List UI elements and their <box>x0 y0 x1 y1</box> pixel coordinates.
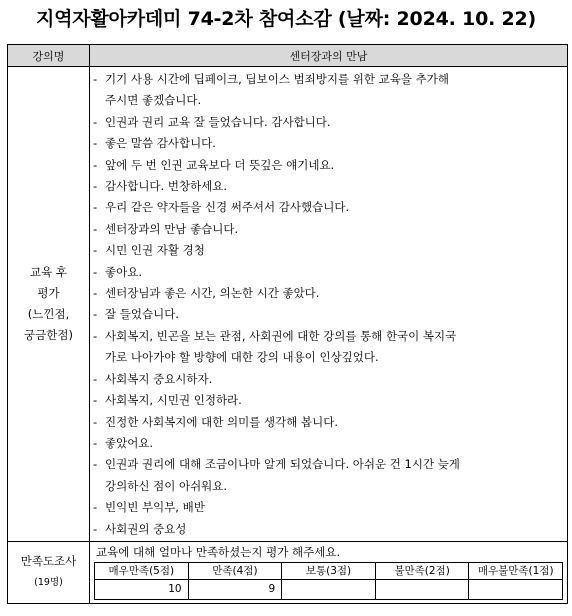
feedback-text: 기기 사용 시간에 딥페이크, 딥보이스 범죄방지를 위한 교육을 추가해 <box>105 72 449 86</box>
feedback-text: 시민 인권 자활 경청 <box>105 243 205 258</box>
feedback-text: 진정한 사회복지에 대한 의미를 생각해 봅니다. <box>105 414 339 429</box>
rating-column-header: 만족(4점) <box>188 562 282 579</box>
feedback-table <box>7 44 568 604</box>
feedback-item <box>93 304 561 325</box>
feedback-item <box>93 454 561 497</box>
evaluation-label-line: 교육 후 <box>30 264 67 279</box>
feedback-item <box>93 497 561 518</box>
rating-count: 10 <box>95 579 189 599</box>
feedback-text: 사회복지, 빈곤을 보는 관점, 사회권에 대한 강의를 통해 한국이 복지국 <box>105 328 457 343</box>
rating-count <box>282 579 376 599</box>
rating-column-header: 보통(3점) <box>282 562 376 579</box>
rating-count <box>469 579 563 599</box>
feedback-line <box>93 133 561 154</box>
feedback-line <box>93 90 561 111</box>
bullet-dash: - <box>93 393 98 408</box>
bullet-dash: - <box>93 521 98 536</box>
bullet-dash: - <box>93 72 98 86</box>
bullet-dash: - <box>93 371 98 386</box>
feedback-text: 강의하신 점이 아쉬워요. <box>105 478 228 493</box>
feedback-line <box>93 69 561 90</box>
feedback-list <box>93 69 561 540</box>
bullet-dash: - <box>93 221 98 236</box>
rating-column-header: 매우불만족(1점) <box>469 562 563 579</box>
bullet-dash: - <box>93 179 98 194</box>
satisfaction-value-row <box>95 579 563 599</box>
evaluation-label-lines <box>8 262 89 346</box>
evaluation-body <box>90 67 568 542</box>
feedback-text: 사회복지 중요시하자. <box>105 371 213 386</box>
feedback-line <box>93 304 561 325</box>
bullet-dash: - <box>93 243 98 258</box>
satisfaction-header-row <box>95 562 563 579</box>
feedback-item <box>93 240 561 261</box>
bullet-dash: - <box>93 286 98 301</box>
feedback-line <box>93 433 561 454</box>
evaluation-label <box>8 67 90 542</box>
feedback-item <box>93 197 561 218</box>
bullet-dash: - <box>93 157 98 172</box>
feedback-text: 좋은 말씀 감사합니다. <box>105 136 216 151</box>
feedback-line <box>93 476 561 497</box>
rating-count: 9 <box>188 579 282 599</box>
feedback-text: 좋았어요. <box>105 435 154 450</box>
feedback-text: 인권과 권리에 대해 조금이나마 알게 되었습니다. 아쉬운 건 1시간 늦게 <box>105 457 460 472</box>
feedback-text: 센터장님과 좋은 시간, 의논한 시간 좋았다. <box>105 286 320 301</box>
feedback-item <box>93 412 561 433</box>
rating-column-header: 매우만족(5점) <box>95 562 189 579</box>
satisfaction-row <box>8 541 568 603</box>
satisfaction-label: 만족도조사 <box>20 554 77 569</box>
feedback-item <box>93 69 561 112</box>
feedback-line <box>93 112 561 133</box>
bullet-dash: - <box>93 114 98 129</box>
feedback-line <box>93 240 561 261</box>
feedback-item <box>93 262 561 283</box>
evaluation-label-line: 평가 <box>37 285 60 300</box>
feedback-item <box>93 283 561 304</box>
evaluation-label-line: (느낀점, <box>27 306 70 321</box>
feedback-item <box>93 433 561 454</box>
bullet-dash: - <box>93 435 98 450</box>
feedback-text: 가로 나아가야 할 방향에 대한 강의 내용이 인상깊었다. <box>105 350 379 365</box>
feedback-text: 사회복지, 시민권 인정하라. <box>105 393 242 408</box>
feedback-line <box>93 326 561 347</box>
feedback-line <box>93 155 561 176</box>
evaluation-label-line: 궁금한점) <box>24 327 73 342</box>
feedback-line <box>93 197 561 218</box>
feedback-line <box>93 369 561 390</box>
feedback-line <box>93 347 561 368</box>
bullet-dash: - <box>93 136 98 151</box>
feedback-line <box>93 519 561 540</box>
satisfaction-label-cell <box>8 541 90 603</box>
feedback-item <box>93 390 561 411</box>
feedback-line <box>93 283 561 304</box>
bullet-dash: - <box>93 500 98 515</box>
feedback-text: 빈익빈 부익부, 배반 <box>105 500 205 515</box>
feedback-line <box>93 390 561 411</box>
feedback-text: 사회권의 중요성 <box>105 521 187 536</box>
feedback-line <box>93 219 561 240</box>
feedback-item <box>93 176 561 197</box>
satisfaction-body <box>90 541 568 603</box>
header-row <box>8 45 568 67</box>
document-title: 지역자활아카데미 74-2차 참여소감 (날짜: 2024. 10. 22) <box>35 8 537 30</box>
feedback-item <box>93 155 561 176</box>
bullet-dash: - <box>93 307 98 322</box>
feedback-item <box>93 369 561 390</box>
feedback-text: 앞에 두 번 인권 교육보다 더 뜻깊은 얘기네요. <box>105 157 335 172</box>
feedback-line <box>93 412 561 433</box>
bullet-dash: - <box>93 414 98 429</box>
feedback-text: 우리 같은 약자들을 신경 써주셔서 감사했습니다. <box>105 200 350 215</box>
feedback-text: 센터장과의 만남 좋습니다. <box>105 221 239 236</box>
evaluation-row <box>8 67 568 542</box>
bullet-dash: - <box>93 328 98 343</box>
feedback-text: 주시면 좋겠습니다. <box>105 93 202 108</box>
rating-count <box>375 579 469 599</box>
feedback-line <box>93 454 561 475</box>
lecture-name-header: 강의명 <box>8 45 90 67</box>
satisfaction-table <box>94 562 563 600</box>
satisfaction-question: 교육에 대해 얼마나 만족하셨는지 평가 해주세요. <box>96 544 341 559</box>
feedback-item <box>93 133 561 154</box>
feedback-item <box>93 519 561 540</box>
feedback-item <box>93 112 561 133</box>
bullet-dash: - <box>93 200 98 215</box>
feedback-line <box>93 176 561 197</box>
lecture-name-value: 센터장과의 만남 <box>90 45 568 67</box>
feedback-text: 잘 들었습니다. <box>105 307 179 322</box>
respondent-count: (19명) <box>34 577 63 589</box>
feedback-line <box>93 497 561 518</box>
feedback-item <box>93 219 561 240</box>
feedback-text: 좋아요. <box>105 264 142 279</box>
feedback-text: 인권과 권리 교육 잘 들었습니다. 감사합니다. <box>105 114 331 129</box>
rating-column-header: 불만족(2점) <box>375 562 469 579</box>
feedback-line <box>93 262 561 283</box>
feedback-item <box>93 326 561 369</box>
bullet-dash: - <box>93 457 98 472</box>
bullet-dash: - <box>93 264 98 279</box>
feedback-text: 감사합니다. 번창하세요. <box>105 179 228 194</box>
